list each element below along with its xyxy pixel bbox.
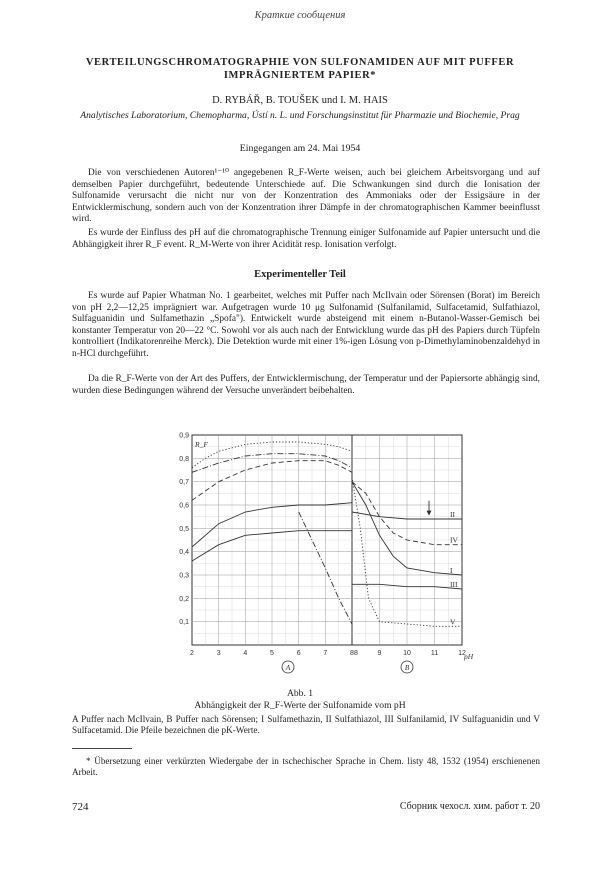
y-tick-label: 0,2 [179,595,189,603]
x-tick-label: 12 [458,650,466,657]
x-axis-label: pH [464,652,474,661]
experimental-paragraph: Es wurde auf Papier Whatman No. 1 gearbeitet, welches mit Puffer nach McIlvain oder Sörensen (Borat) im Bereich von pH 2,2—12,25 imprägniert war. Aufgetragen wurde 10 μg Sulfonamid (Sulfanilamid, Sulfacetamid, Sulfathiazol, Sulfaguanidin und Sulfamethazin „Spofa"). Entwickelt wurde absteigend mit einem n-Butanol-Wasser-Gemisch bei konstanter Temperatur von 20—22 °C. Sowohl vor als auch nach der Entwicklung wurde das pH des Papiers durch Tüpfeln kontrolliert (Indikatorenreihe Merck). Die Detektion wurde mit einer 1%-igen Lösung von p-Dimethylaminobenzaldehyd in n-HCl durchgeführt. [72,291,540,359]
figure-legend: A Puffer nach McIlvain, B Puffer nach Sörensen; I Sulfamethazin, II Sulfathiazol, III Sulfanilamid, IV Sulfaguanidin und V Sulfacetamid. Die Pfeile bezeichnen die pK-Werte. [72,714,540,736]
journal-footer: Сборник чехосл. хим. работ т. 20 [399,801,540,812]
x-tick-label: 3 [216,650,221,657]
y-tick-label: 0,1 [179,619,189,627]
rf-ph-chart [170,417,474,677]
series-label: I [450,566,453,575]
series-label: II [450,510,455,519]
y-tick-label: 0,7 [179,479,189,487]
footnote-rule [72,748,132,749]
experimental-paragraph-2: Da die R_F-Werte von der Art des Puffers, der Entwicklermischung, der Temperatur und der Papiersorte abhängig sind, wurden diese Bedingungen während der Versuche unverändert beibehalten. [72,374,540,396]
series-label: V [450,617,456,627]
x-tick-label: 2 [190,650,194,657]
page-number: 724 [72,801,89,813]
x-tick-label: 4 [243,650,248,657]
footnote: * Übersetzung einer verkürzten Wiedergabe der in tschechischer Sprache in Chem. listy 48, 1532 (1954) erschienenen Arbeit. [72,756,540,778]
figure-caption-title: Abhängigkeit der R_F-Werte der Sulfonamide vom pH [194,700,406,711]
series-label: III [450,580,458,589]
y-tick-label: 0,6 [179,502,189,510]
y-tick-label: 0,5 [179,525,189,533]
y-tick-label: 0,9 [179,432,189,440]
article-title: VERTEILUNGSCHROMATOGRAPHIE VON SULFONAMIDEN AUF MIT PUFFER IMPRÄGNIERTEM PAPIER* [85,57,515,81]
x-tick-label: 8 [354,650,358,657]
x-tick-label: 11 [430,650,439,657]
figure-caption-number: Abb. 1 [286,688,314,699]
x-tick-label: 8 [350,650,354,657]
series-label: IV [450,535,458,545]
intro-paragraph: Die von verschiedenen Autoren¹⁻¹⁰ angegebenen R_F-Werte weisen, auch bei gleichem Arbeitsvorgang und auf demselben Papier durchgeführt, bedeutende Unterschiede auf. Die Schwankungen sind durch die Ionisation der Sulfonamide verursacht die nicht nur von der Konzentration des Ammoniaks oder der Essigsäure in der Entwicklermischung, sondern auch von der Konzentration ihrer Dämpfe in der chromatographischen Kammer beeinflusst wird. [72,168,540,225]
x-tick-label: 7 [323,650,328,657]
pk-arrow-head [427,511,432,516]
y-tick-label: 0,8 [179,455,189,463]
y-tick-label: 0,4 [179,549,189,557]
article-affiliation: Analytisches Laboratorium, Chemopharma, Ústí n. L. und Forschungsinstitut für Pharmazie und Biochemie, Prag [80,110,520,121]
article-authors: D. RYBÁŘ, B. TOUŠEK und I. M. HAIS [212,95,388,106]
x-tick-label: 10 [403,650,411,657]
x-tick-label: 9 [377,650,382,657]
received-date: Eingegangen am 24. Mai 1954 [239,143,361,154]
section-heading: Experimenteller Teil [254,269,346,280]
intro-paragraph-2: Es wurde der Einfluss des pH auf die chromatographische Trennung einiger Sulfonamide auf Papier untersucht und die Abhängigkeit ihrer R_F event. R_M-Werte von ihrer Acidität resp. Ionisation verfolgt. [72,228,540,250]
x-tick-label: 6 [296,650,301,657]
y-axis-label: R_F [195,440,208,449]
figure-1 [170,417,474,677]
x-tick-label: 5 [270,650,274,657]
panel-label: B [404,663,410,672]
panel-label: A [285,663,291,672]
y-tick-label: 0,3 [179,572,189,580]
running-header: Краткие сообщения [254,10,346,21]
